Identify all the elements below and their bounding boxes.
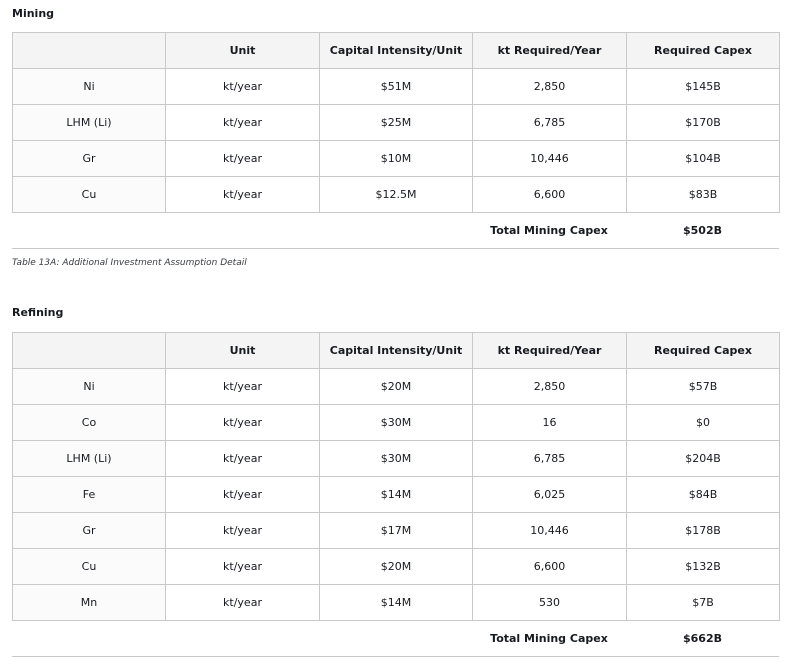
required-capex-cell: $204B (627, 441, 780, 477)
capital-intensity-cell: $12.5M (320, 177, 473, 213)
required-capex-cell: $178B (627, 513, 780, 549)
capital-intensity-cell: $20M (320, 369, 473, 405)
mining-table (12, 32, 780, 213)
unit-cell: kt/year (166, 441, 320, 477)
table-row (13, 69, 780, 105)
mining-total-row (12, 213, 779, 249)
table-row (13, 441, 780, 477)
capital-intensity-cell: $30M (320, 405, 473, 441)
material-cell: Gr (13, 513, 166, 549)
header-cell-required-capex: Required Capex (627, 333, 780, 369)
required-capex-cell: $7B (627, 585, 780, 621)
header-cell-material (13, 333, 166, 369)
capital-intensity-cell: $14M (320, 477, 473, 513)
header-cell-material (13, 33, 166, 69)
kt-required-cell: 6,600 (473, 549, 627, 585)
material-cell: Cu (13, 549, 166, 585)
table-caption: Table 13A: Additional Investment Assumption Detail (12, 258, 247, 268)
header-cell-kt-required: kt Required/Year (473, 333, 627, 369)
required-capex-cell: $104B (627, 141, 780, 177)
table-row (13, 585, 780, 621)
refining-total-row (12, 621, 779, 657)
table-row (13, 549, 780, 585)
header-cell-required-capex: Required Capex (627, 33, 780, 69)
header-cell-capital-intensity: Capital Intensity/Unit (320, 333, 473, 369)
table-row (13, 513, 780, 549)
kt-required-cell: 10,446 (473, 513, 627, 549)
kt-required-cell: 10,446 (473, 141, 627, 177)
material-cell: LHM (Li) (13, 441, 166, 477)
unit-cell: kt/year (166, 585, 320, 621)
capital-intensity-cell: $10M (320, 141, 473, 177)
header-cell-unit: Unit (166, 333, 320, 369)
refining-total-label: Total Mining Capex (490, 632, 608, 645)
required-capex-cell: $170B (627, 105, 780, 141)
kt-required-cell: 6,785 (473, 441, 627, 477)
capital-intensity-cell: $14M (320, 585, 473, 621)
material-cell: Co (13, 405, 166, 441)
unit-cell: kt/year (166, 177, 320, 213)
unit-cell: kt/year (166, 477, 320, 513)
kt-required-cell: 2,850 (473, 69, 627, 105)
unit-cell: kt/year (166, 405, 320, 441)
table-row (13, 141, 780, 177)
table-row (13, 369, 780, 405)
table-row (13, 177, 780, 213)
refining-total-value: $662B (683, 632, 722, 645)
refining-table (12, 332, 780, 621)
mining-section-title: Mining (12, 7, 55, 20)
capital-intensity-cell: $17M (320, 513, 473, 549)
unit-cell: kt/year (166, 105, 320, 141)
material-cell: Fe (13, 477, 166, 513)
kt-required-cell: 16 (473, 405, 627, 441)
table-row (13, 405, 780, 441)
unit-cell: kt/year (166, 549, 320, 585)
required-capex-cell: $145B (627, 69, 780, 105)
kt-required-cell: 6,600 (473, 177, 627, 213)
required-capex-cell: $57B (627, 369, 780, 405)
material-cell: Ni (13, 369, 166, 405)
required-capex-cell: $0 (627, 405, 780, 441)
capital-intensity-cell: $25M (320, 105, 473, 141)
mining-total-label: Total Mining Capex (490, 224, 608, 237)
kt-required-cell: 6,785 (473, 105, 627, 141)
table-row (13, 105, 780, 141)
required-capex-cell: $84B (627, 477, 780, 513)
unit-cell: kt/year (166, 513, 320, 549)
material-cell: Gr (13, 141, 166, 177)
kt-required-cell: 530 (473, 585, 627, 621)
kt-required-cell: 6,025 (473, 477, 627, 513)
material-cell: LHM (Li) (13, 105, 166, 141)
capital-intensity-cell: $30M (320, 441, 473, 477)
unit-cell: kt/year (166, 369, 320, 405)
required-capex-cell: $83B (627, 177, 780, 213)
header-cell-kt-required: kt Required/Year (473, 33, 627, 69)
capital-intensity-cell: $51M (320, 69, 473, 105)
unit-cell: kt/year (166, 69, 320, 105)
kt-required-cell: 2,850 (473, 369, 627, 405)
table-header-row (13, 333, 780, 369)
header-cell-capital-intensity: Capital Intensity/Unit (320, 33, 473, 69)
header-cell-unit: Unit (166, 33, 320, 69)
material-cell: Ni (13, 69, 166, 105)
capital-intensity-cell: $20M (320, 549, 473, 585)
material-cell: Mn (13, 585, 166, 621)
table-header-row (13, 33, 780, 69)
unit-cell: kt/year (166, 141, 320, 177)
table-row (13, 477, 780, 513)
required-capex-cell: $132B (627, 549, 780, 585)
mining-total-value: $502B (683, 224, 722, 237)
refining-section-title: Refining (12, 306, 64, 319)
material-cell: Cu (13, 177, 166, 213)
